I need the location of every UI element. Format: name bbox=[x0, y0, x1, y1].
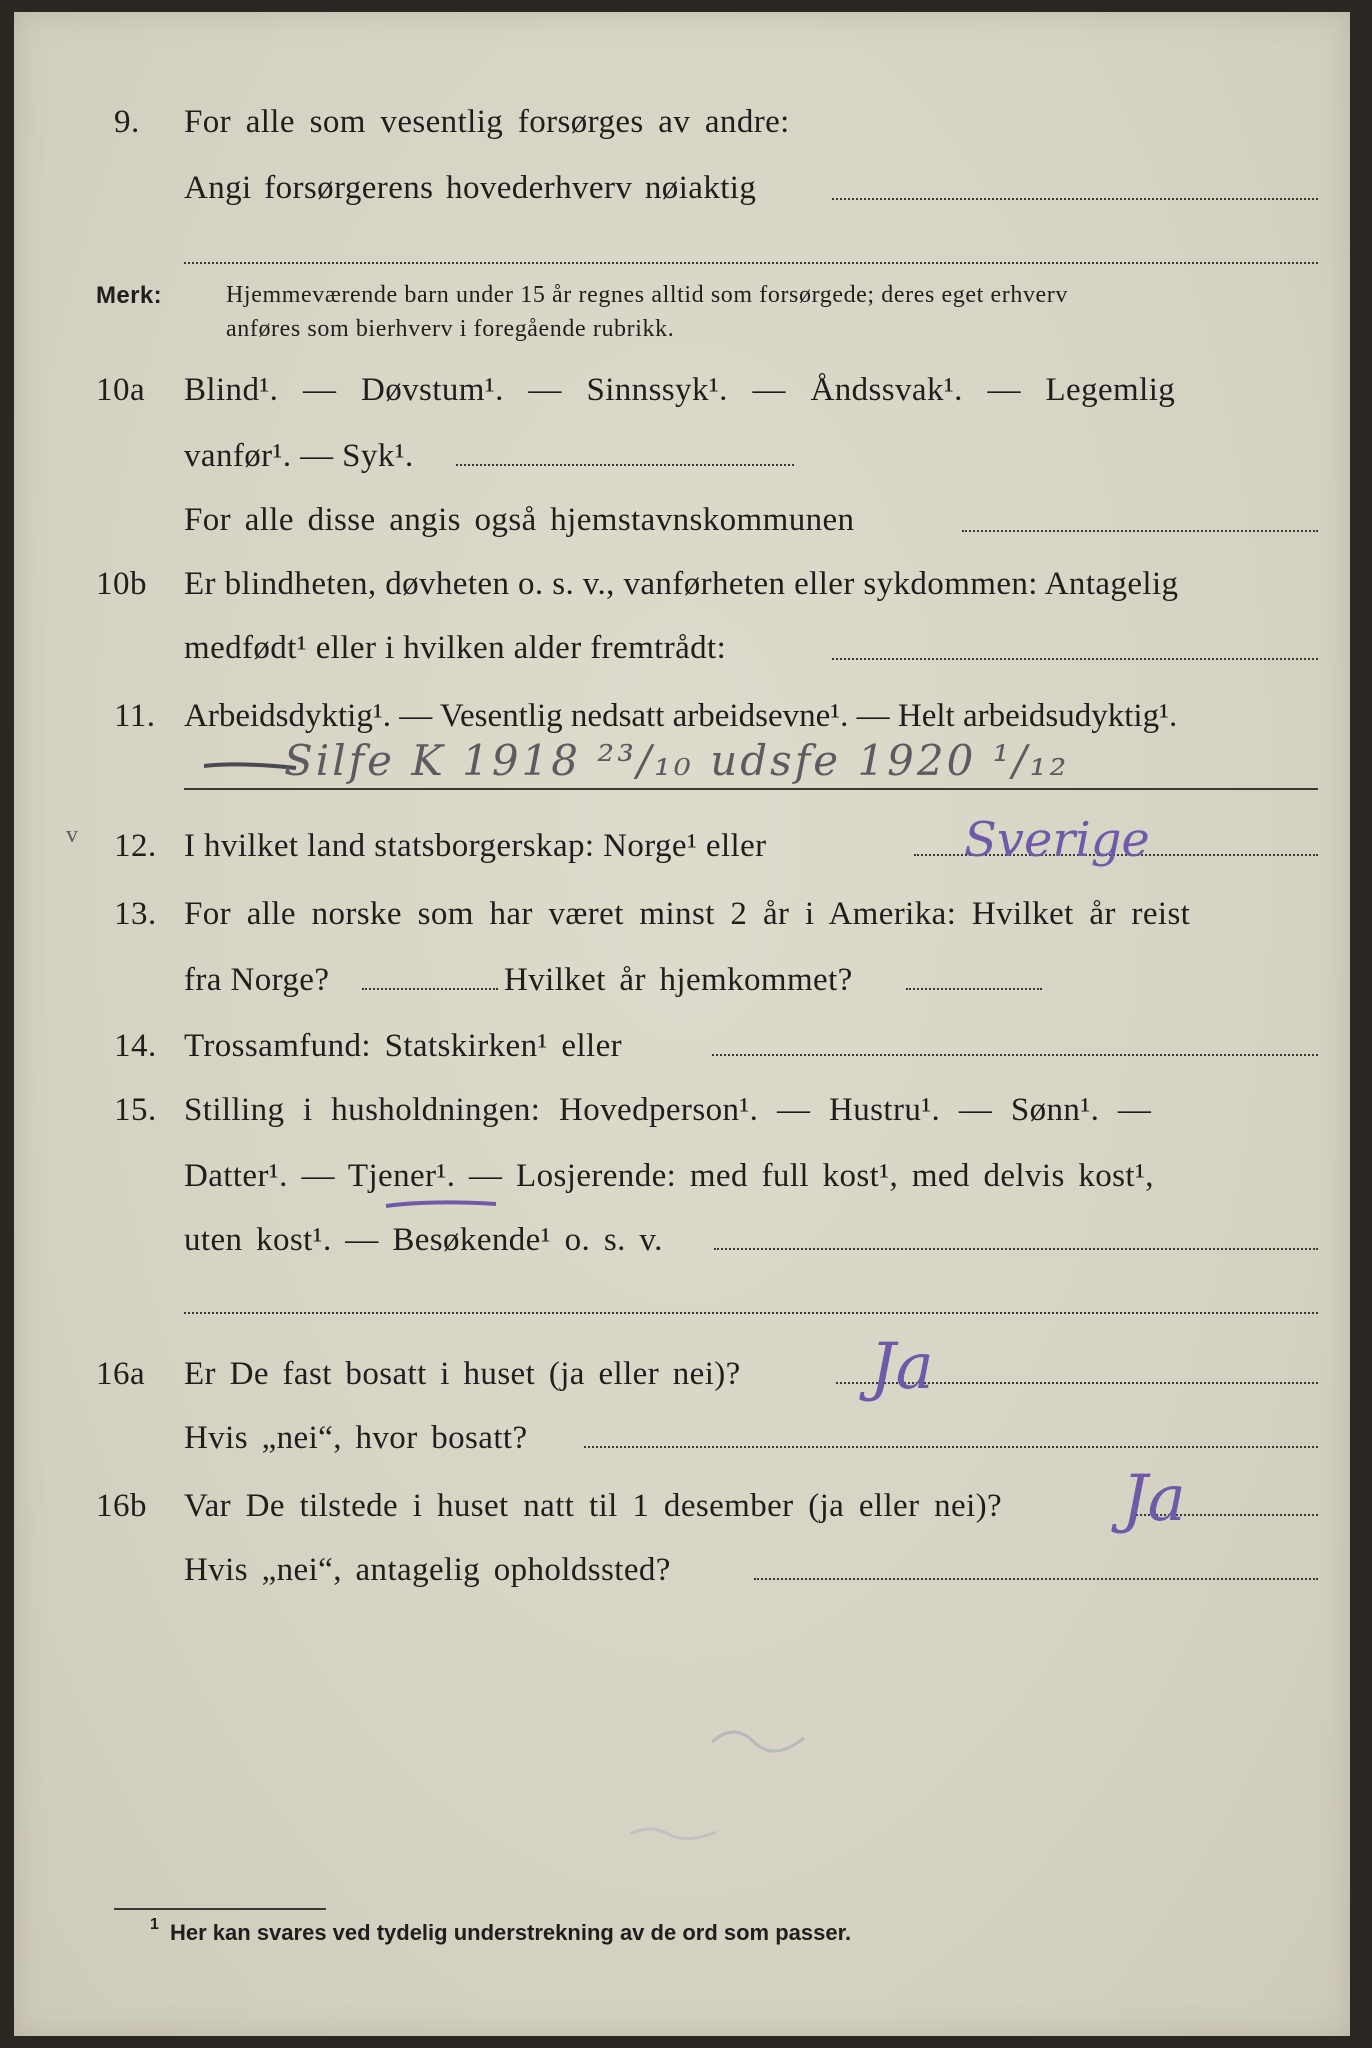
q16a-handwriting: Ja bbox=[870, 1330, 934, 1404]
faint-pencil-mark-2 bbox=[624, 1812, 724, 1852]
q12-number: 12. bbox=[114, 828, 157, 864]
q11-handwriting: Silfe K 1918 ²³/₁₀ udsfe 1920 ¹/₁₂ bbox=[284, 736, 1070, 785]
q16a-bosatt-line bbox=[584, 1446, 1318, 1448]
q9-line1: For alle som vesentlig forsørges av andre: bbox=[184, 104, 790, 140]
q9-answer-line-2 bbox=[184, 262, 1318, 264]
q14-line1: Trossamfund: Statskirken¹ eller bbox=[184, 1028, 623, 1064]
q10a-answer-line bbox=[456, 464, 794, 466]
q9-answer-line bbox=[832, 198, 1318, 200]
q15-line3: uten kost¹. — Besøkende¹ o. s. v. bbox=[184, 1222, 663, 1258]
q16b-line1: Var De tilstede i huset natt til 1 desember (ja eller nei)? bbox=[184, 1488, 1003, 1524]
q10b-line2: medfødt¹ eller i hvilken alder fremtrådt: bbox=[184, 630, 727, 666]
q13-reist-line bbox=[362, 988, 498, 990]
census-form-page bbox=[14, 12, 1350, 2036]
q15-number: 15. bbox=[114, 1092, 157, 1128]
q15-line2: Datter¹. — Tjener¹. — Losjerende: med full kost¹, med delvis kost¹, bbox=[184, 1158, 1154, 1194]
merk-line1: Hjemmeværende barn under 15 år regnes alltid som forsørgede; deres eget erhverv bbox=[226, 282, 1069, 308]
q9-line2: Angi forsørgerens hovederhverv nøiaktig bbox=[184, 170, 757, 206]
q14-number: 14. bbox=[114, 1028, 157, 1064]
merk-label: Merk: bbox=[96, 282, 163, 309]
footnote-text: Her kan svares ved tydelig understrekning av de ord som passer. bbox=[170, 1920, 852, 1945]
q10b-line1: Er blindheten, døvheten o. s. v., vanførheten eller sykdommen: Antagelig bbox=[184, 566, 1179, 602]
q9-number: 9. bbox=[114, 104, 140, 140]
q15-answer-line-2 bbox=[184, 1312, 1318, 1314]
q13-line1: For alle norske som har været minst 2 år i Amerika: Hvilket år reist bbox=[184, 896, 1191, 932]
q13-hjemkommet-line bbox=[906, 988, 1042, 990]
q10a-line2: vanfør¹. — Syk¹. bbox=[184, 438, 414, 474]
q10a-line3: For alle disse angis også hjemstavnskommunen bbox=[184, 502, 855, 538]
q16b-opholdssted-line bbox=[754, 1578, 1318, 1580]
q12-margin-mark: v bbox=[66, 822, 78, 848]
footnote-rule bbox=[114, 1908, 326, 1910]
q12-handwriting: Sverige bbox=[964, 812, 1150, 868]
q11-number: 11. bbox=[114, 698, 156, 734]
q11-line1: Arbeidsdyktig¹. — Vesentlig nedsatt arbeidsevne¹. — Helt arbeidsudyktig¹. bbox=[184, 698, 1178, 734]
q15-line1: Stilling i husholdningen: Hovedperson¹. — Hustru¹. — Sønn¹. — bbox=[184, 1092, 1152, 1128]
q16b-number: 16b bbox=[96, 1488, 147, 1524]
q11-answer-line bbox=[184, 788, 1318, 790]
q10b-answer-line bbox=[832, 658, 1318, 660]
q13-line2a: fra Norge? bbox=[184, 962, 330, 998]
q16b-line2: Hvis „nei“, antagelig opholdssted? bbox=[184, 1552, 671, 1588]
q10a-line1: Blind¹. — Døvstum¹. — Sinnssyk¹. — Åndssvak¹. — Legemlig bbox=[184, 372, 1176, 408]
q16a-line2: Hvis „nei“, hvor bosatt? bbox=[184, 1420, 528, 1456]
q15-answer-line bbox=[714, 1248, 1318, 1250]
q13-number: 13. bbox=[114, 896, 157, 932]
q10a-kommune-line bbox=[962, 530, 1318, 532]
q10b-number: 10b bbox=[96, 566, 147, 602]
footnote-mark: 1 bbox=[150, 1916, 159, 1933]
faint-pencil-mark bbox=[704, 1712, 814, 1772]
q14-answer-line bbox=[712, 1054, 1318, 1056]
q15-tjener-underline bbox=[382, 1196, 502, 1216]
merk-line2: anføres som bierhverv i foregående rubrikk. bbox=[226, 316, 675, 342]
q12-line1: I hvilket land statsborgerskap: Norge¹ eller bbox=[184, 828, 767, 864]
q16a-number: 16a bbox=[96, 1356, 146, 1392]
q16b-handwriting: Ja bbox=[1122, 1462, 1186, 1536]
q16a-line1: Er De fast bosatt i huset (ja eller nei)? bbox=[184, 1356, 741, 1392]
q13-line2b: Hvilket år hjemkommet? bbox=[504, 962, 853, 998]
q10a-number: 10a bbox=[96, 372, 146, 408]
